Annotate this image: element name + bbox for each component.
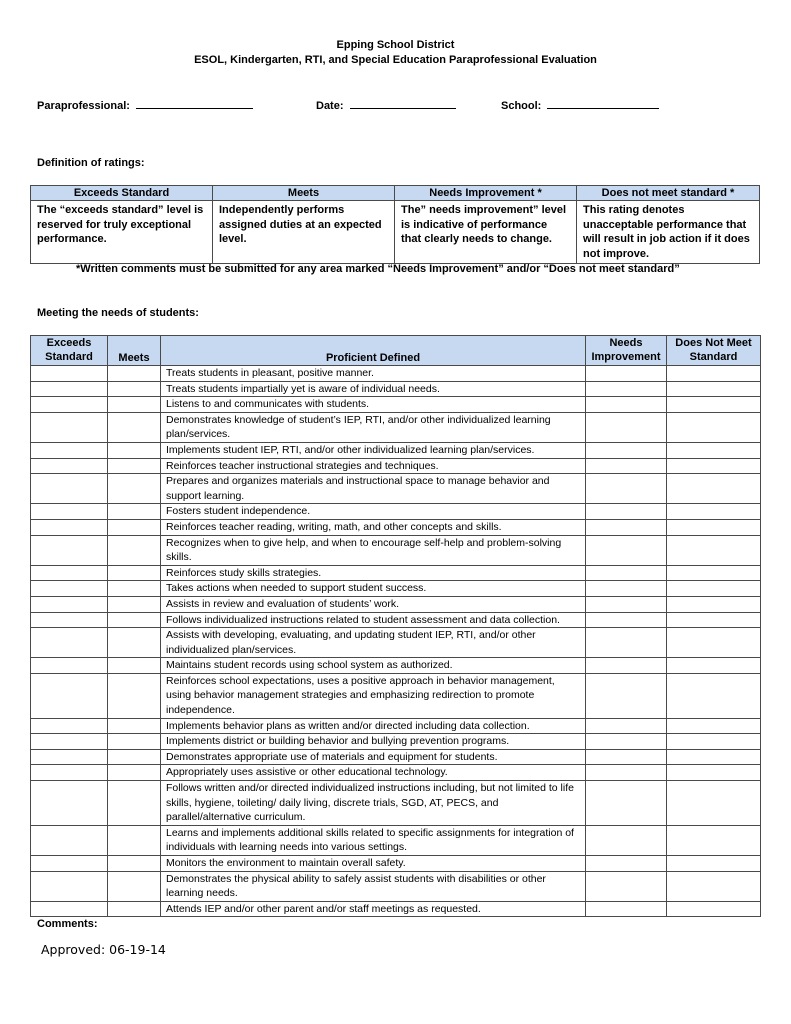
header-meets: Meets — [108, 336, 161, 366]
exceeds-standard-checkbox-cell[interactable] — [31, 658, 108, 674]
meets-checkbox-cell[interactable] — [108, 412, 161, 442]
table-row — [31, 628, 761, 658]
meets-checkbox-cell[interactable] — [108, 442, 161, 458]
proficient-item-text: Recognizes when to give help, and when to encourage self-help and problem-solving skills. — [161, 535, 586, 565]
date-field — [316, 97, 456, 112]
table-row — [31, 765, 761, 781]
exceeds-standard-checkbox-cell[interactable] — [31, 718, 108, 734]
needs-improvement-checkbox-cell[interactable] — [586, 366, 667, 382]
meets-checkbox-cell[interactable] — [108, 718, 161, 734]
table-row — [31, 718, 761, 734]
exceeds-standard-checkbox-cell[interactable] — [31, 519, 108, 535]
proficient-item-text: Prepares and organizes materials and instructional space to manage behavior and support learning. — [161, 474, 586, 504]
needs-improvement-checkbox-cell[interactable] — [586, 901, 667, 917]
exceeds-standard-checkbox-cell[interactable] — [31, 458, 108, 474]
meets-checkbox-cell[interactable] — [108, 673, 161, 718]
meets-checkbox-cell[interactable] — [108, 381, 161, 397]
does-not-meet-checkbox-cell[interactable] — [667, 734, 761, 750]
written-comments-note: *Written comments must be submitted for any area marked “Needs Improvement” and/or “Does not meet standard” — [76, 263, 680, 275]
meets-checkbox-cell[interactable] — [108, 765, 161, 781]
rating-definition-exceeds: The “exceeds standard” level is reserved for truly exceptional performance. — [31, 201, 213, 264]
table-row — [31, 734, 761, 750]
needs-improvement-checkbox-cell[interactable] — [586, 565, 667, 581]
does-not-meet-checkbox-cell[interactable] — [667, 535, 761, 565]
does-not-meet-checkbox-cell[interactable] — [667, 458, 761, 474]
table-row — [31, 504, 761, 520]
school-field — [501, 97, 659, 112]
meets-checkbox-cell[interactable] — [108, 366, 161, 382]
meets-checkbox-cell[interactable] — [108, 474, 161, 504]
header-needs-improvement: Needs Improvement — [586, 336, 667, 366]
exceeds-standard-checkbox-cell[interactable] — [31, 825, 108, 855]
does-not-meet-checkbox-cell[interactable] — [667, 581, 761, 597]
table-row — [31, 458, 761, 474]
meets-checkbox-cell[interactable] — [108, 734, 161, 750]
meets-checkbox-cell[interactable] — [108, 596, 161, 612]
needs-improvement-checkbox-cell[interactable] — [586, 504, 667, 520]
table-row — [31, 366, 761, 382]
meeting-needs-table — [30, 335, 761, 917]
proficient-item-text: Follows individualized instructions related to student assessment and data collection. — [161, 612, 586, 628]
header-does-not-meet-standard: Does Not Meet Standard — [667, 336, 761, 366]
district-title: Epping School District — [336, 39, 455, 51]
table-row — [31, 519, 761, 535]
does-not-meet-checkbox-cell[interactable] — [667, 366, 761, 382]
table-row — [31, 856, 761, 872]
needs-improvement-checkbox-cell[interactable] — [586, 581, 667, 597]
proficient-item-text: Maintains student records using school system as authorized. — [161, 658, 586, 674]
paraprofessional-field — [37, 97, 253, 112]
rating-definition-needs-improvement: The” needs improvement” level is indicative of performance that clearly needs to change. — [395, 201, 577, 264]
proficient-item-text: Demonstrates the physical ability to safely assist students with disabilities or other learning needs. — [161, 871, 586, 901]
header-exceeds-standard: Exceeds Standard — [31, 336, 108, 366]
needs-improvement-checkbox-cell[interactable] — [586, 612, 667, 628]
does-not-meet-checkbox-cell[interactable] — [667, 519, 761, 535]
does-not-meet-checkbox-cell[interactable] — [667, 749, 761, 765]
does-not-meet-checkbox-cell[interactable] — [667, 856, 761, 872]
needs-improvement-checkbox-cell[interactable] — [586, 734, 667, 750]
proficient-item-text: Assists with developing, evaluating, and updating student IEP, RTI, and/or other individualized plan/services. — [161, 628, 586, 658]
proficient-item-text: Monitors the environment to maintain overall safety. — [161, 856, 586, 872]
table-row — [31, 781, 761, 826]
does-not-meet-checkbox-cell[interactable] — [667, 718, 761, 734]
proficient-item-text: Reinforces teacher instructional strategies and techniques. — [161, 458, 586, 474]
needs-improvement-checkbox-cell[interactable] — [586, 749, 667, 765]
table-row — [31, 442, 761, 458]
needs-improvement-checkbox-cell[interactable] — [586, 442, 667, 458]
proficient-item-text: Treats students in pleasant, positive manner. — [161, 366, 586, 382]
rating-header-exceeds: Exceeds Standard — [31, 186, 213, 201]
does-not-meet-checkbox-cell[interactable] — [667, 871, 761, 901]
needs-improvement-checkbox-cell[interactable] — [586, 658, 667, 674]
meets-checkbox-cell[interactable] — [108, 519, 161, 535]
needs-improvement-checkbox-cell[interactable] — [586, 825, 667, 855]
proficient-item-text: Follows written and/or directed individualized instructions including, but not limited to life skills, hygiene, toileting/ daily living, discrete trials, SGD, AT, PECS, and parallel/alternative curriculum. — [161, 781, 586, 826]
proficient-item-text: Learns and implements additional skills related to specific assignments for integration of individuals with learning needs into various settings. — [161, 825, 586, 855]
does-not-meet-checkbox-cell[interactable] — [667, 397, 761, 413]
rating-definition-meets: Independently performs assigned duties at an expected level. — [213, 201, 395, 264]
does-not-meet-checkbox-cell[interactable] — [667, 474, 761, 504]
meets-checkbox-cell[interactable] — [108, 581, 161, 597]
table-row — [31, 612, 761, 628]
meeting-needs-rows — [31, 366, 761, 917]
proficient-item-text: Assists in review and evaluation of students’ work. — [161, 596, 586, 612]
exceeds-standard-checkbox-cell[interactable] — [31, 596, 108, 612]
needs-improvement-checkbox-cell[interactable] — [586, 718, 667, 734]
needs-improvement-checkbox-cell[interactable] — [586, 781, 667, 826]
needs-improvement-checkbox-cell[interactable] — [586, 412, 667, 442]
table-row — [31, 658, 761, 674]
comments-label: Comments: — [37, 918, 98, 930]
exceeds-standard-checkbox-cell[interactable] — [31, 474, 108, 504]
table-row — [31, 825, 761, 855]
proficient-item-text: Implements behavior plans as written and/or directed including data collection. — [161, 718, 586, 734]
meets-checkbox-cell[interactable] — [108, 825, 161, 855]
needs-improvement-checkbox-cell[interactable] — [586, 519, 667, 535]
exceeds-standard-checkbox-cell[interactable] — [31, 765, 108, 781]
rating-definition-does-not-meet: This rating denotes unacceptable performance that will result in job action if it does not improve. — [577, 201, 760, 264]
meets-checkbox-cell[interactable] — [108, 901, 161, 917]
needs-improvement-checkbox-cell[interactable] — [586, 856, 667, 872]
table-row — [31, 596, 761, 612]
meets-checkbox-cell[interactable] — [108, 628, 161, 658]
exceeds-standard-checkbox-cell[interactable] — [31, 442, 108, 458]
proficient-item-text: Treats students impartially yet is aware of individual needs. — [161, 381, 586, 397]
needs-improvement-checkbox-cell[interactable] — [586, 535, 667, 565]
rating-header-does-not-meet: Does not meet standard * — [577, 186, 760, 201]
exceeds-standard-checkbox-cell[interactable] — [31, 612, 108, 628]
proficient-item-text: Attends IEP and/or other parent and/or staff meetings as requested. — [161, 901, 586, 917]
needs-improvement-checkbox-cell[interactable] — [586, 628, 667, 658]
meets-checkbox-cell[interactable] — [108, 781, 161, 826]
does-not-meet-checkbox-cell[interactable] — [667, 612, 761, 628]
proficient-item-text: Reinforces teacher reading, writing, math, and other concepts and skills. — [161, 519, 586, 535]
approved-date: Approved: 06-19-14 — [41, 942, 166, 957]
exceeds-standard-checkbox-cell[interactable] — [31, 366, 108, 382]
table-row — [31, 749, 761, 765]
exceeds-standard-checkbox-cell[interactable] — [31, 565, 108, 581]
table-row — [31, 412, 761, 442]
exceeds-standard-checkbox-cell[interactable] — [31, 412, 108, 442]
needs-improvement-checkbox-cell[interactable] — [586, 596, 667, 612]
exceeds-standard-checkbox-cell[interactable] — [31, 871, 108, 901]
exceeds-standard-checkbox-cell[interactable] — [31, 673, 108, 718]
needs-improvement-checkbox-cell[interactable] — [586, 673, 667, 718]
table-row — [31, 565, 761, 581]
does-not-meet-checkbox-cell[interactable] — [667, 565, 761, 581]
proficient-item-text: Reinforces school expectations, uses a positive approach in behavior management, using behavior management strategies and emphasizing redirection to promote independence. — [161, 673, 586, 718]
paraprofessional-label: Paraprofessional: — [37, 100, 130, 112]
header-proficient-defined: Proficient Defined — [161, 336, 586, 366]
exceeds-standard-checkbox-cell[interactable] — [31, 781, 108, 826]
school-blank[interactable] — [547, 97, 659, 109]
needs-improvement-checkbox-cell[interactable] — [586, 381, 667, 397]
table-row — [31, 901, 761, 917]
exceeds-standard-checkbox-cell[interactable] — [31, 901, 108, 917]
needs-improvement-checkbox-cell[interactable] — [586, 458, 667, 474]
does-not-meet-checkbox-cell[interactable] — [667, 381, 761, 397]
exceeds-standard-checkbox-cell[interactable] — [31, 535, 108, 565]
form-title: ESOL, Kindergarten, RTI, and Special Education Paraprofessional Evaluation — [194, 54, 597, 66]
does-not-meet-checkbox-cell[interactable] — [667, 901, 761, 917]
meets-checkbox-cell[interactable] — [108, 658, 161, 674]
needs-improvement-checkbox-cell[interactable] — [586, 765, 667, 781]
meets-checkbox-cell[interactable] — [108, 871, 161, 901]
table-row — [31, 871, 761, 901]
exceeds-standard-checkbox-cell[interactable] — [31, 856, 108, 872]
meeting-needs-heading: Meeting the needs of students: — [37, 307, 199, 319]
proficient-item-text: Listens to and communicates with students. — [161, 397, 586, 413]
does-not-meet-checkbox-cell[interactable] — [667, 673, 761, 718]
proficient-item-text: Demonstrates appropriate use of materials and equipment for students. — [161, 749, 586, 765]
ratings-definition-heading: Definition of ratings: — [37, 157, 145, 169]
date-label: Date: — [316, 100, 344, 112]
does-not-meet-checkbox-cell[interactable] — [667, 596, 761, 612]
does-not-meet-checkbox-cell[interactable] — [667, 628, 761, 658]
proficient-item-text: Implements district or building behavior and bullying prevention programs. — [161, 734, 586, 750]
rating-header-meets: Meets — [213, 186, 395, 201]
proficient-item-text: Demonstrates knowledge of student’s IEP, RTI, and/or other individualized learning plan/services. — [161, 412, 586, 442]
table-row — [31, 535, 761, 565]
proficient-item-text: Fosters student independence. — [161, 504, 586, 520]
exceeds-standard-checkbox-cell[interactable] — [31, 381, 108, 397]
does-not-meet-checkbox-cell[interactable] — [667, 781, 761, 826]
exceeds-standard-checkbox-cell[interactable] — [31, 397, 108, 413]
rating-header-needs-improvement: Needs Improvement * — [395, 186, 577, 201]
exceeds-standard-checkbox-cell[interactable] — [31, 749, 108, 765]
does-not-meet-checkbox-cell[interactable] — [667, 765, 761, 781]
exceeds-standard-checkbox-cell[interactable] — [31, 628, 108, 658]
proficient-item-text: Takes actions when needed to support student success. — [161, 581, 586, 597]
ratings-definition-table — [30, 185, 760, 264]
proficient-item-text: Reinforces study skills strategies. — [161, 565, 586, 581]
date-blank[interactable] — [350, 97, 456, 109]
meets-checkbox-cell[interactable] — [108, 397, 161, 413]
needs-improvement-checkbox-cell[interactable] — [586, 474, 667, 504]
does-not-meet-checkbox-cell[interactable] — [667, 442, 761, 458]
school-label: School: — [501, 100, 542, 112]
needs-improvement-checkbox-cell[interactable] — [586, 397, 667, 413]
meets-checkbox-cell[interactable] — [108, 856, 161, 872]
table-row — [31, 673, 761, 718]
paraprofessional-blank[interactable] — [136, 97, 253, 109]
exceeds-standard-checkbox-cell[interactable] — [31, 581, 108, 597]
meets-checkbox-cell[interactable] — [108, 612, 161, 628]
table-row — [31, 581, 761, 597]
meets-checkbox-cell[interactable] — [108, 458, 161, 474]
proficient-item-text: Appropriately uses assistive or other educational technology. — [161, 765, 586, 781]
does-not-meet-checkbox-cell[interactable] — [667, 412, 761, 442]
meets-checkbox-cell[interactable] — [108, 535, 161, 565]
meets-checkbox-cell[interactable] — [108, 749, 161, 765]
proficient-item-text: Implements student IEP, RTI, and/or other individualized learning plan/services. — [161, 442, 586, 458]
table-row — [31, 474, 761, 504]
meets-checkbox-cell[interactable] — [108, 504, 161, 520]
does-not-meet-checkbox-cell[interactable] — [667, 504, 761, 520]
table-row — [31, 381, 761, 397]
table-row — [31, 397, 761, 413]
exceeds-standard-checkbox-cell[interactable] — [31, 734, 108, 750]
exceeds-standard-checkbox-cell[interactable] — [31, 504, 108, 520]
does-not-meet-checkbox-cell[interactable] — [667, 658, 761, 674]
does-not-meet-checkbox-cell[interactable] — [667, 825, 761, 855]
needs-improvement-checkbox-cell[interactable] — [586, 871, 667, 901]
meets-checkbox-cell[interactable] — [108, 565, 161, 581]
